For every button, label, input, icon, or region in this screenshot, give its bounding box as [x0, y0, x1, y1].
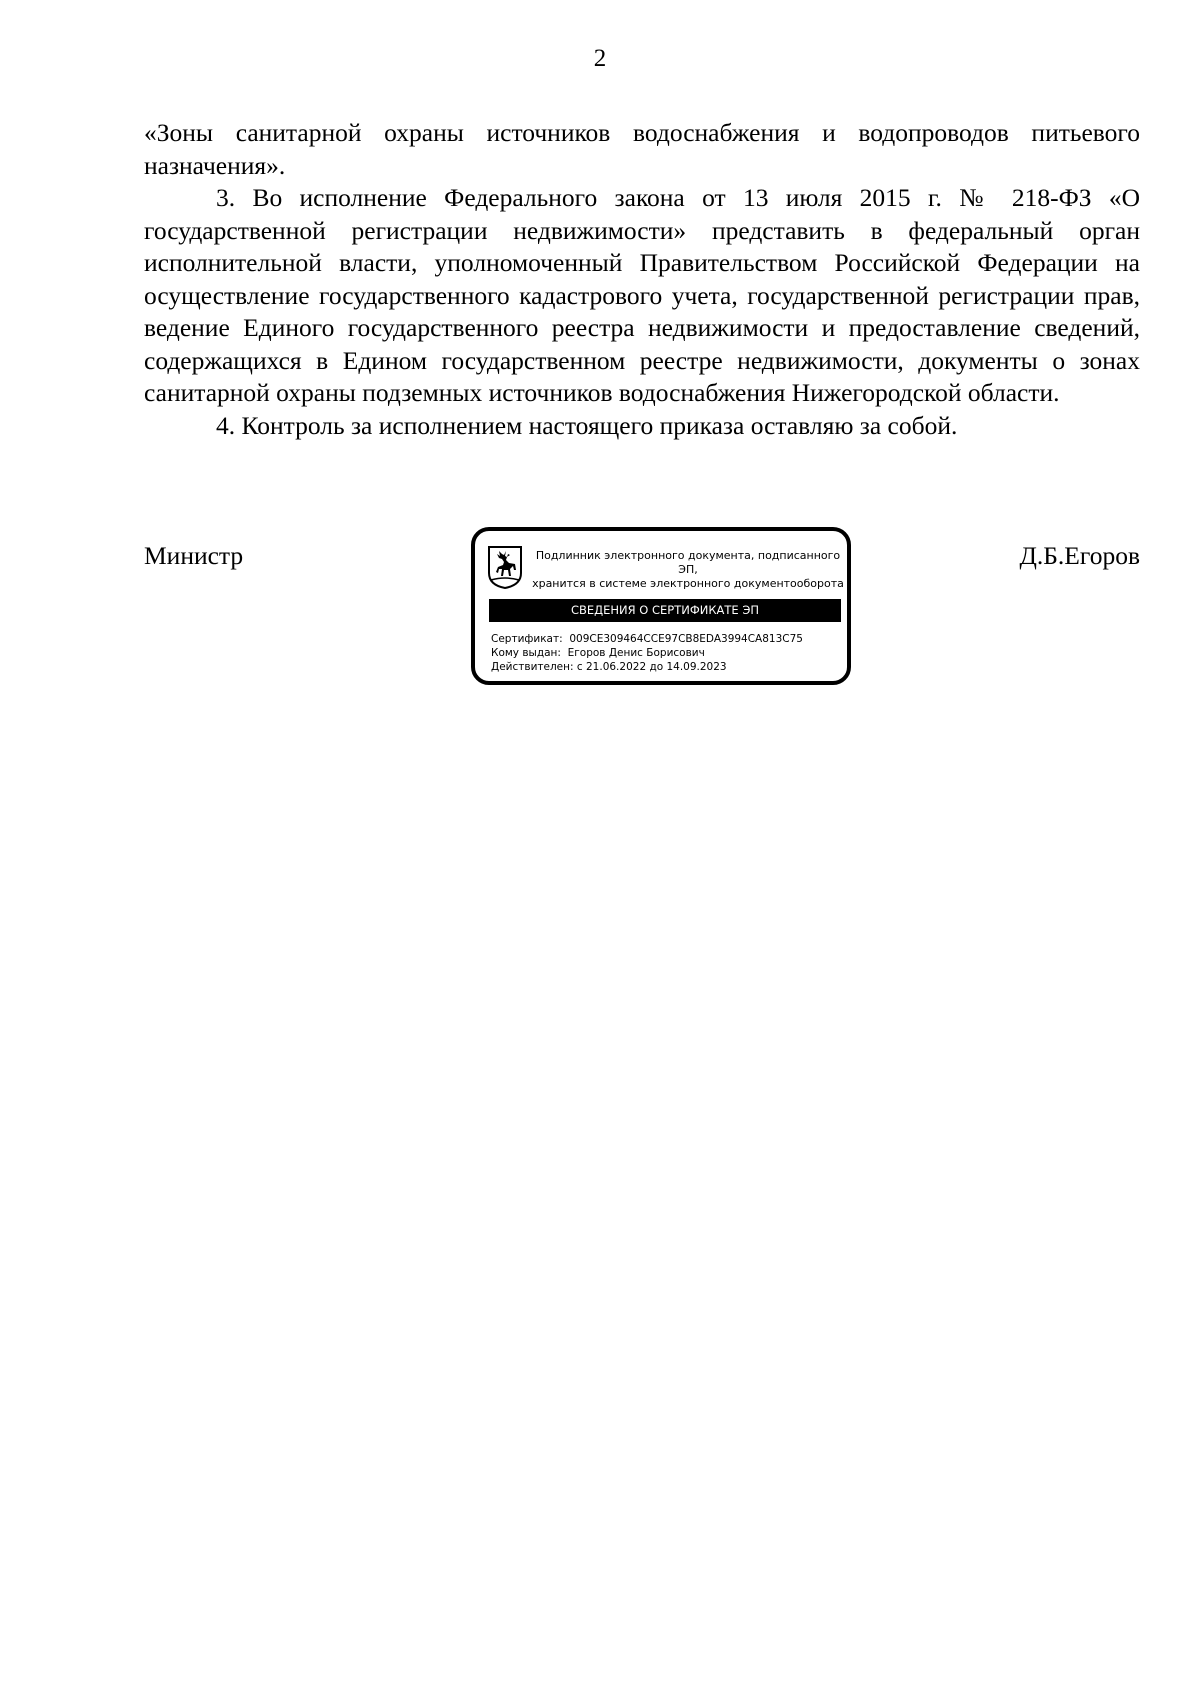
validity-label: Действителен: — [491, 661, 574, 673]
stamp-header — [529, 549, 847, 591]
certificate-label: Сертификат: — [491, 633, 563, 645]
stamp-certificate-details — [491, 632, 841, 674]
certificate-row — [491, 632, 841, 646]
issued-to-label: Кому выдан: — [491, 647, 561, 659]
validity-value: с 21.06.2022 до 14.09.2023 — [576, 661, 727, 673]
stamp-certificate-bar: СВЕДЕНИЯ О СЕРТИФИКАТЕ ЭП — [489, 599, 841, 622]
validity-row — [491, 660, 841, 674]
paragraph-item-4: 4. Контроль за исполнением настоящего приказа оставляю за собой. — [216, 410, 958, 440]
issued-to-value: Егоров Денис Борисович — [567, 647, 705, 659]
stamp-header-line1: Подлинник электронного документа, подписанного ЭП, — [535, 549, 841, 576]
electronic-signature-stamp — [471, 527, 851, 685]
page-number: 2 — [593, 45, 607, 72]
stamp-header-line2: хранится в системе электронного документооборота — [532, 577, 844, 590]
paragraph-item-3: 3. Во исполнение Федерального закона от 13 июля 2015 г. № 218-ФЗ «О государственной регистрации недвижимости» представить в федеральный орган исполнительной власти, уполномоченный Правительством Российской Федерации на осуществление государственного кадастрового учета, государственной регистрации прав, ведение Единого государственного реестра недвижимости и предоставление сведений, содержащихся в Едином государственном реестре недвижимости, документы о зонах санитарной охраны подземных источников водоснабжения Нижегородской области. — [144, 183, 1140, 407]
certificate-value: 009CE309464CCE97CB8EDA3994CA813C75 — [569, 633, 803, 645]
deer-emblem-icon — [487, 545, 523, 589]
document-body — [144, 117, 1140, 442]
signatory-role: Министр — [144, 541, 244, 570]
paragraph-zones-title-continuation: «Зоны санитарной охраны источников водоснабжения и водопроводов питьевого назначения». — [144, 118, 1140, 180]
signatory-name: Д.Б.Егоров — [1019, 541, 1140, 570]
issued-to-row — [491, 646, 841, 660]
